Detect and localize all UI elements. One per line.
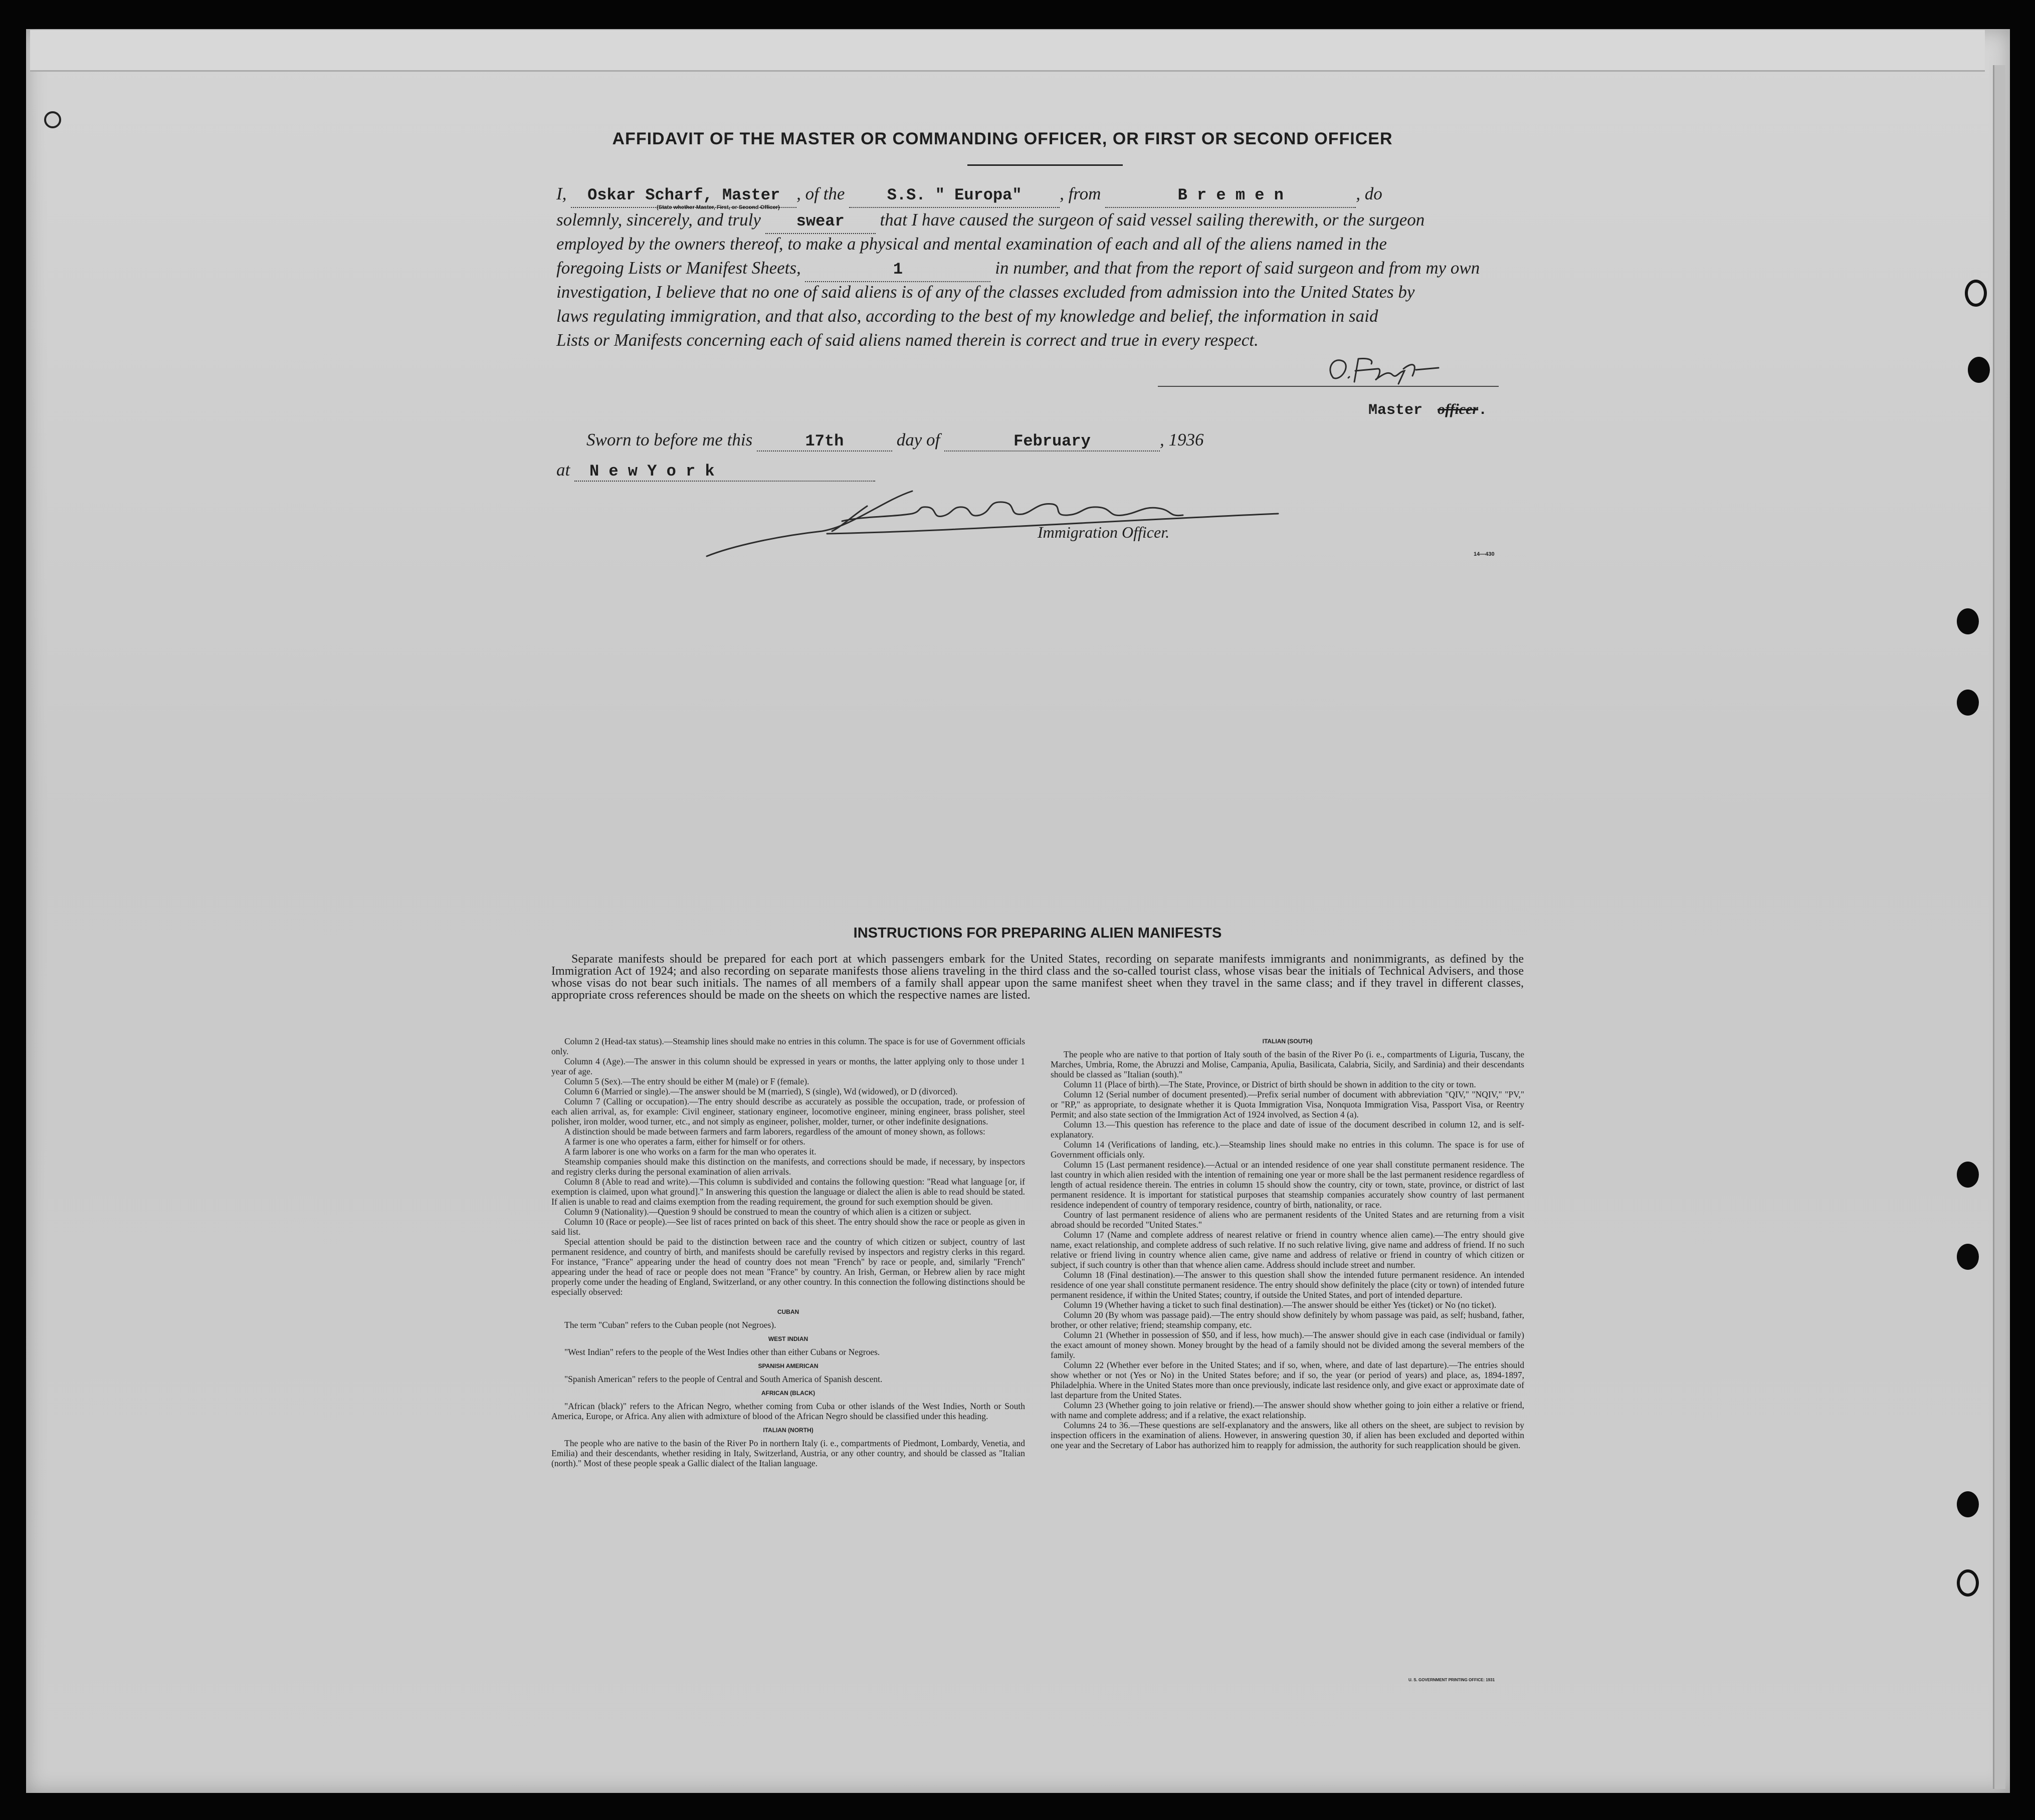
paragraph: The people who are native to that portion of Italy south of the basin of the River Po (i. e., compartments of Liguria, Tuscany, the Marches, Umbria, Rome, the Abruzzi and Molise, Campania, Apulia, Basilicata, Calabria, Sicily, and Sardinia) and their descendants should be classed as "Italian (south).": [1051, 1049, 1524, 1079]
paragraph: Column 14 (Verifications of landing, etc.).—Steamship lines should make no entries in this column. The space is for use of Government officials only.: [1051, 1140, 1524, 1160]
master-title: Master: [1368, 402, 1423, 419]
section-heading: CUBAN: [777, 1308, 799, 1315]
text: , do: [1356, 184, 1382, 203]
paragraph: A farm laborer is one who works on a farm for the man who operates it.: [564, 1147, 817, 1157]
affidavit-line-5: investigation, I believe that no one of said aliens is of any of the classes excluded from admission into the United States by: [556, 282, 1415, 302]
paragraph: Column 5 (Sex).—The entry should be either M (male) or F (female).: [564, 1076, 809, 1086]
paragraph: Column 10 (Race or people).—See list of races printed on back of this sheet. The entry should show the race or people as given in said list.: [551, 1217, 1025, 1237]
sheet-right-edge: [1993, 65, 2005, 1789]
place-field: N e w Y o r k: [574, 462, 875, 482]
paragraph: Column 8 (Able to read and write).—This column is subdivided and contains the following question: "Read what language [or, if exemption is claimed, upon what ground]." In answering this question the language or dialect the alien is able to read should be stated. If alien is unable to read and claims exemption from the reading requirement, the ground for such exemption should be given.: [551, 1177, 1025, 1207]
text: , of the: [796, 184, 845, 203]
paragraph: Steamship companies should make this distinction on the manifests, and corrections should be made, if necessary, by inspectors and registry clerks during the personal examination of alien arrivals.: [551, 1157, 1025, 1177]
intro-paragraph: Separate manifests should be prepared for each port at which passengers embark for the United States, recording on separate manifests immigrants and nonimmigrants, as defined by the Immigration Act of 1924; and also recording on separate manifests those aliens traveling in the third class and the so-called tourist class, whose visas bear the initials of Technical Advisers, and those whose visas do not bear such initials. The names of all members of a family shall appear upon the same manifest sheet when they travel in the same class; and if they travel in different classes, appropriate cross references should be made on the sheets on which the respective names are listed.: [551, 953, 1524, 1002]
punch-hole-icon: [1965, 280, 1987, 307]
paragraph: Column 7 (Calling or occupation).—The entry should describe as accurately as possible the occupation, trade, or profession of each alien arrival, as, for example: Civil engineer, stationary engineer, locomotive engineer, mining engineer, brass polisher, steel polisher, iron molder, wood turner, etc., and not simply as engineer, polisher, molder, turner, or other indefinite designations.: [551, 1096, 1025, 1126]
paragraph: Column 15 (Last permanent residence).—Actual or an intended residence of one year shall constitute permanent residence. The last country in which alien resided with the intention of remaining one year or more shall be the last permanent residence regardless of length of actual residence therein. The entries in column 15 should show the country, city or town, state, province, or district of last permanent residence. It is important for statistical purposes that steamship companies accurately show country of last permanent residence independent of country of temporary residence, country of birth, nationality, or race.: [1051, 1160, 1524, 1210]
pin-hole-icon: [44, 111, 61, 128]
paragraph: Column 13.—This question has reference to the place and date of issue of the document described in column 12, and is self-explanatory.: [1051, 1119, 1524, 1140]
affidavit-line-2: [556, 208, 1534, 234]
punch-hole-icon: [1957, 1569, 1979, 1597]
punch-hole-icon: [1957, 1491, 1979, 1517]
title-rule: [967, 164, 1123, 166]
paragraph: Column 20 (By whom was passage paid).—The entry should show definitely by whom passage was paid, as self; husband, father, brother, or other relative; friend; steamship company, etc.: [1051, 1310, 1524, 1330]
affidavit-line-7: Lists or Manifests concerning each of said aliens named therein is correct and true in every respect.: [556, 330, 1259, 350]
paragraph: Column 9 (Nationality).—Question 9 should be construed to mean the country of which alien is a citizen or subject.: [564, 1207, 971, 1217]
paragraph: Column 4 (Age).—The answer in this column should be expressed in years or months, the latter applying only to those under 1 year of age.: [551, 1056, 1025, 1076]
year-field: 36: [1186, 430, 1204, 449]
punch-hole-icon: [1957, 690, 1979, 716]
paragraph: Columns 24 to 36.—These questions are self-explanatory and the answers, like all others on the sheet, are subject to revision by inspection officers in the examination of aliens. However, in answering question 30, if alien has been excluded and deported within one year and the Secretary of Labor has authorized him to reapply for admission, the authority for such reapplication should be given.: [1051, 1420, 1524, 1450]
punch-hole-icon: [1957, 1244, 1979, 1270]
at-line: [556, 460, 875, 482]
paragraph: Column 17 (Name and complete address of nearest relative or friend in country whence alien came).—The entry should give name, exact relationship, and complete address of such relative. If no such relative living, give name and address of friend. If no such relative or friend living in country whence alien came, give name and address of relative or friend in country of which citizen or subject, if such country is other than that whence alien came. Address should include street and number.: [1051, 1230, 1524, 1270]
paragraph: A distinction should be made between farmers and farm laborers, regardless of the amount of money shown, as follows:: [564, 1126, 985, 1136]
section-heading: SPANISH AMERICAN: [758, 1362, 819, 1370]
affidavit-title: AFFIDAVIT OF THE MASTER OR COMMANDING OFFICER, OR FIRST OR SECOND OFFICER: [612, 129, 1393, 148]
paragraph: Column 23 (Whether going to join relative or friend).—The answer should show whether going to join either a relative or friend, with name and complete address; and if a relative, the exact relationship.: [1051, 1400, 1524, 1420]
signature-line: [1158, 386, 1499, 387]
text: Sworn to before me this: [586, 430, 753, 449]
affidavit-line-3: employed by the owners thereof, to make a physical and mental examination of each and all of the aliens named in the: [556, 234, 1387, 254]
instructions-intro: [551, 953, 1524, 1001]
month-field: February: [944, 432, 1160, 451]
form-number: 14—430: [1474, 551, 1495, 557]
instructions-left-column: [551, 1036, 1025, 1468]
instructions-title: INSTRUCTIONS FOR PREPARING ALIEN MANIFESTS: [853, 925, 1222, 941]
text: day of: [896, 430, 940, 449]
sheets-count-field: 1: [805, 258, 990, 282]
section-heading: ITALIAN (SOUTH): [1262, 1038, 1313, 1045]
paragraph: Column 12 (Serial number of document presented).—Prefix serial number of document with abbreviation "QIV," "NQIV," "PV," or "RP," as appropriate, to designate whether it is Quota Immigration Visa, Nonquota Immigration Visa, Passport Visa, or Reentry Permit; and also state section of the Immigration Act of 1924 involved, as Section 4 (a).: [1051, 1089, 1524, 1119]
instructions-right-column: [1051, 1036, 1524, 1450]
paragraph: Column 22 (Whether ever before in the United States; and if so, when, where, and date of last departure).—The entries should show whether or not (Yes or No) in the United States before; and if so, the year (or period of years) and place, as, 1894-1897, Philadelphia. Where in the United States more than once previously, indicate last residence only, and give exact or approximate date of last departure from the United States.: [1051, 1360, 1524, 1400]
sworn-line: [586, 430, 1203, 451]
text: that I have caused the surgeon of said vessel sailing therewith, or the surgeon: [880, 210, 1425, 230]
punch-hole-icon: [1968, 357, 1990, 383]
paragraph: The term "Cuban" refers to the Cuban people (not Negroes).: [564, 1320, 776, 1330]
signer-title: Master officer.: [1368, 401, 1488, 419]
paragraph: The people who are native to the basin of the River Po in northern Italy (i. e., compartments of Piedmont, Lombardy, Venetia, and Emilia) and their descendants, whether residing in Italy, Switzerland, Austria, or any other country, and should be classed as "Italian (north)." Most of these people speak a Gallic dialect of the Italian language.: [551, 1438, 1025, 1468]
sheet-top-fold: [30, 30, 1985, 72]
paragraph: Column 6 (Married or single).—The answer should be M (married), S (single), Wd (widowed), or D (divorced).: [564, 1086, 958, 1096]
text: foregoing Lists or Manifest Sheets,: [556, 258, 801, 278]
struck-officer-word: officer: [1438, 401, 1479, 417]
section-heading: AFRICAN (BLACK): [761, 1390, 816, 1397]
text: , 19: [1159, 430, 1186, 449]
paragraph: Country of last permanent residence of aliens who are permanent residents of the United States and are returning from a visit abroad should be recorded "United States.": [1051, 1210, 1524, 1230]
text: I,: [556, 184, 567, 203]
punch-hole-icon: [1957, 1162, 1979, 1188]
port-field: B r e m e n: [1105, 184, 1356, 208]
paragraph: Column 21 (Whether in possession of $50, and if less, how much).—The answer should give in each case (individual or family) the exact amount of money shown. Money brought by the head of a family should not be divided among the several members of the family.: [1051, 1330, 1524, 1360]
paragraph: Column 19 (Whether having a ticket to such final destination).—The answer should be either Yes (ticket) or No (no ticket).: [1064, 1300, 1497, 1310]
text: solemnly, sincerely, and truly: [556, 210, 761, 230]
section-heading: ITALIAN (NORTH): [763, 1427, 813, 1434]
immigration-officer-signature: [702, 486, 1303, 561]
affidavit-line-4: [556, 257, 1534, 282]
text: , from: [1060, 184, 1101, 203]
paragraph: "African (black)" refers to the African Negro, whether coming from Cuba or other islands of the West Indies, North or South America, Europe, or Africa. Any alien with admixture of blood of the African Negro should be classified under this heading.: [551, 1401, 1025, 1421]
section-heading: WEST INDIAN: [768, 1335, 808, 1342]
text: in number, and that from the report of said surgeon and from my own: [995, 258, 1480, 278]
text: at: [556, 460, 570, 480]
day-field: 17th: [757, 432, 892, 451]
affidavit-line-6: laws regulating immigration, and that also, according to the best of my knowledge and belief, the information in said: [556, 306, 1378, 326]
paragraph: Column 18 (Final destination).—The answer to this question shall show the intended future permanent residence. An intended residence of one year shall constitute permanent residence. The entry should show definitely the place (city or town) of intended future permanent residence, if within the United States; country, if outside the United States, and port of intended departure.: [1051, 1270, 1524, 1300]
oath-field: swear: [765, 210, 876, 234]
paragraph: Column 2 (Head-tax status).—Steamship lines should make no entries in this column. The space is for use of Government officials only.: [551, 1036, 1025, 1056]
master-name-field: Oskar Scharf, Master: [571, 184, 796, 208]
paragraph: A farmer is one who operates a farm, either for himself or for others.: [564, 1136, 805, 1147]
printer-mark: U. S. GOVERNMENT PRINTING OFFICE: 1931: [1408, 1678, 1495, 1682]
rank-note: (State whether Master, First, or Second Officer): [657, 204, 780, 210]
immigration-officer-label: Immigration Officer.: [1038, 523, 1170, 541]
master-signature: [1323, 349, 1464, 389]
punch-hole-icon: [1957, 608, 1979, 634]
paragraph: Column 11 (Place of birth).—The State, Province, or District of birth should be shown in addition to the city or town.: [1064, 1079, 1476, 1089]
vessel-field: S.S. " Europa": [849, 184, 1060, 208]
paragraph: "West Indian" refers to the people of the West Indies other than either Cubans or Negroes.: [564, 1347, 880, 1357]
paragraph: "Spanish American" refers to the people of Central and South America of Spanish descent.: [564, 1374, 883, 1384]
paragraph: Special attention should be paid to the distinction between race and the country of which citizen or subject, country of last permanent residence, and country of birth, and manifests should be carefully revised by inspectors and registry clerks in this regard. For instance, "France" appearing under the head of country does not mean "French" by race or people, and, similarly "French" appearing under the head of race or people does not mean "France" by country. An Irish, German, or Hebrew alien by race might properly come under the heading of England, Switzerland, or any other country. In this connection the following distinctions should be especially observed:: [551, 1237, 1025, 1297]
